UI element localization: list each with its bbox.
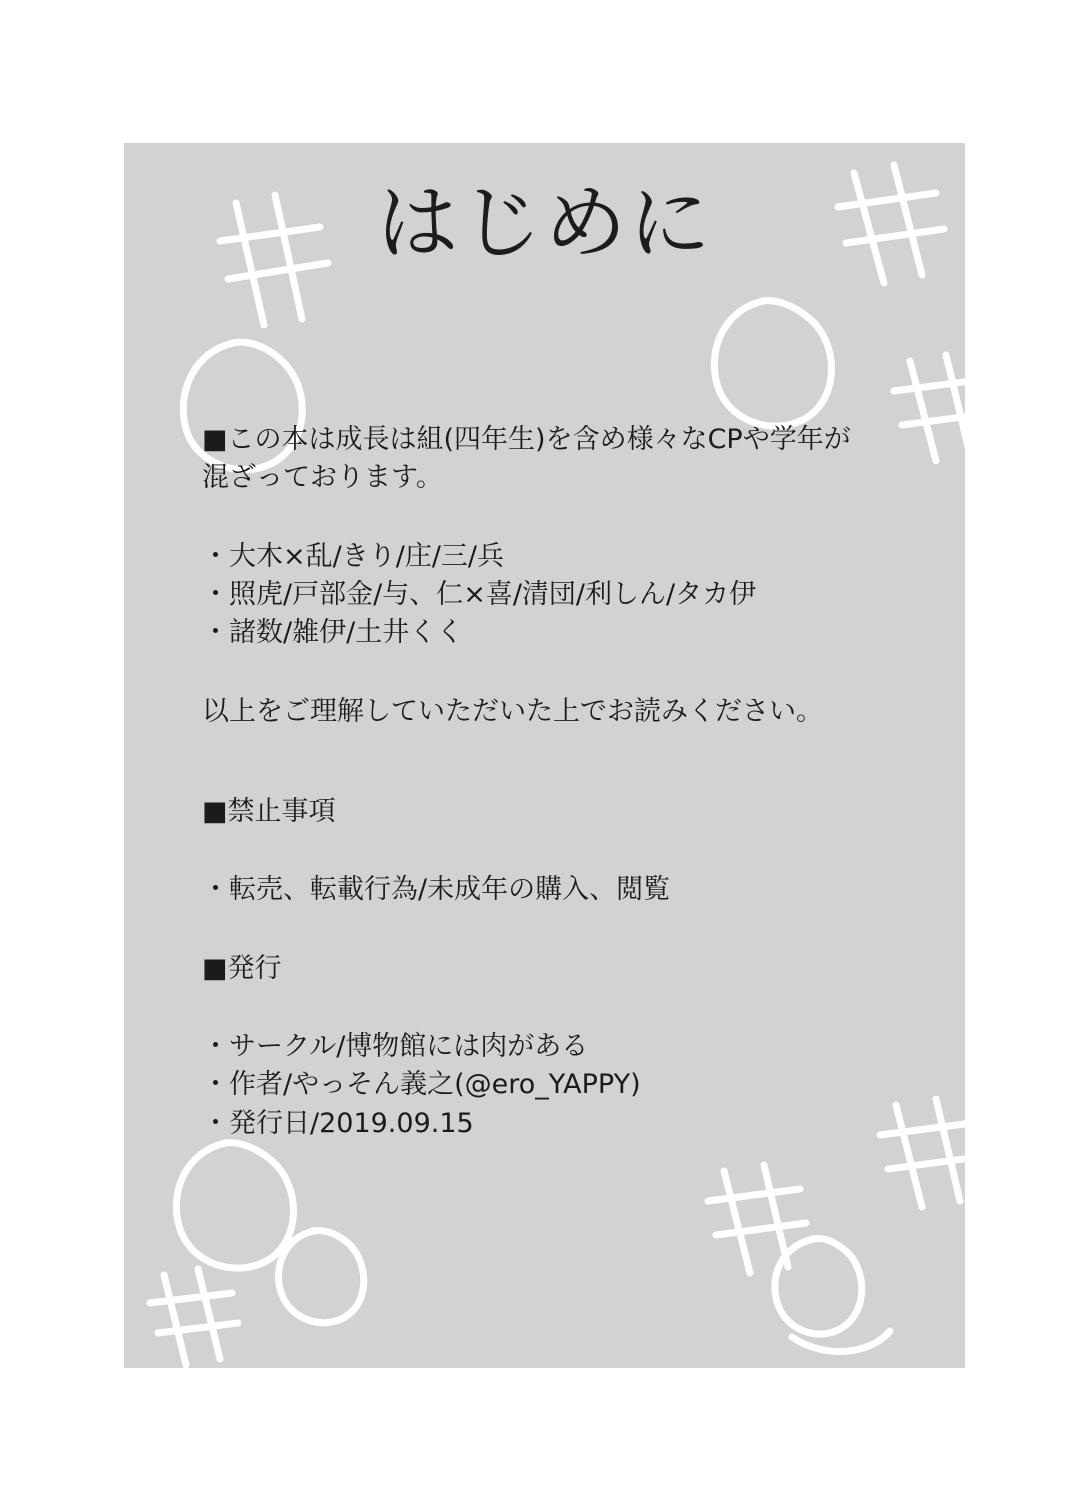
intro-paragraph — [202, 421, 902, 498]
document-page — [124, 143, 965, 1368]
cp-list — [202, 538, 902, 653]
intro-line-2: 混ざっております。 — [202, 462, 443, 494]
prohibited-heading: ■禁止事項 — [202, 795, 336, 827]
list-item: ・諸数/雑伊/土井くく — [202, 617, 464, 649]
publication-list — [202, 1028, 902, 1143]
understanding-note: 以上をご理解していただいた上でお読みください。 — [202, 695, 823, 727]
list-item: ・サークル/博物館には肉がある — [202, 1030, 589, 1062]
publication-heading: ■発行 — [202, 952, 282, 984]
list-item: ・作者/やっそん義之(@ero_YAPPY) — [202, 1069, 641, 1101]
intro-line-1: ■この本は成長は組(四年生)を含め様々なCPや学年が — [202, 424, 851, 455]
list-item: ・照虎/戸部金/与、仁×喜/清団/利しん/タカ伊 — [202, 578, 757, 610]
list-item: ・発行日/2019.09.15 — [202, 1107, 474, 1139]
page-title: はじめに — [376, 176, 713, 271]
prohibited-item: ・転売、転載行為/未成年の購入、閲覧 — [202, 874, 671, 906]
list-item: ・大木×乱/きり/庄/三/兵 — [202, 540, 505, 572]
body-text — [202, 421, 902, 1143]
